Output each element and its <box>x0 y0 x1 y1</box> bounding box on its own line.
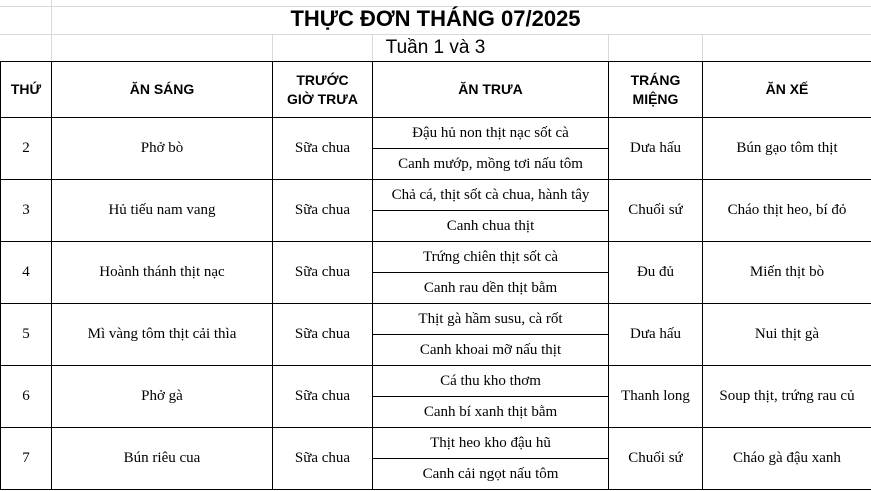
cell-thu: 2 <box>1 118 52 180</box>
cell-an-trua-soup: Canh rau dền thịt bằm <box>373 273 609 304</box>
menu-title: THỰC ĐƠN THÁNG 07/2025 <box>290 6 581 31</box>
cell-thu: 5 <box>1 304 52 366</box>
cell-an-trua-main: Thịt gà hầm susu, cà rốt <box>373 304 609 335</box>
cell-an-sang: Phở gà <box>52 366 273 428</box>
cell-truoc-gio-trua: Sữa chua <box>273 118 373 180</box>
table-row <box>1 180 871 211</box>
cell-an-sang: Phở bò <box>52 118 273 180</box>
table-row <box>1 428 871 459</box>
cell-an-xe: Miến thịt bò <box>703 242 871 304</box>
cell-an-trua-main: Chả cá, thịt sốt cà chua, hành tây <box>373 180 609 211</box>
table-row <box>1 242 871 273</box>
cell-an-trua-main: Cá thu kho thơm <box>373 366 609 397</box>
cell-an-trua-soup: Canh chua thịt <box>373 211 609 242</box>
header-trang-mieng-line2: MIỆNG <box>632 90 679 107</box>
cell-thu: 3 <box>1 180 52 242</box>
cell-thu: 6 <box>1 366 52 428</box>
cell-thu: 7 <box>1 428 52 490</box>
header-truoc-gio-trua <box>273 62 373 118</box>
cell-trang-mieng: Chuối sứ <box>609 428 703 490</box>
cell-an-sang: Hoành thánh thịt nạc <box>52 242 273 304</box>
menu-table <box>0 61 871 490</box>
header-trang-mieng <box>609 62 703 118</box>
header-truoc-gio-trua-line2: GIỜ TRƯA <box>287 90 358 107</box>
cell-an-sang: Bún riêu cua <box>52 428 273 490</box>
header-an-trua: ĂN TRƯA <box>373 62 609 118</box>
cell-an-xe: Soup thịt, trứng rau củ <box>703 366 871 428</box>
cell-an-sang: Hủ tiếu nam vang <box>52 180 273 242</box>
cell-truoc-gio-trua: Sữa chua <box>273 242 373 304</box>
cell-an-xe: Cháo gà đậu xanh <box>703 428 871 490</box>
header-row <box>1 62 871 118</box>
table-row <box>1 366 871 397</box>
cell-an-trua-soup: Canh cải ngọt nấu tôm <box>373 459 609 490</box>
cell-trang-mieng: Dưa hấu <box>609 304 703 366</box>
menu-subtitle: Tuần 1 và 3 <box>385 37 486 58</box>
cell-an-xe: Nui thịt gà <box>703 304 871 366</box>
table-row <box>1 118 871 149</box>
cell-thu: 4 <box>1 242 52 304</box>
cell-an-trua-main: Đậu hủ non thịt nạc sốt cà <box>373 118 609 149</box>
cell-an-xe: Cháo thịt heo, bí đỏ <box>703 180 871 242</box>
cell-an-trua-soup: Canh khoai mỡ nấu thịt <box>373 335 609 366</box>
header-thu: THỨ <box>1 62 52 118</box>
cell-trang-mieng: Đu đủ <box>609 242 703 304</box>
header-an-sang: ĂN SÁNG <box>52 62 273 118</box>
header-truoc-gio-trua-line1: TRƯỚC <box>296 71 349 88</box>
cell-truoc-gio-trua: Sữa chua <box>273 304 373 366</box>
cell-trang-mieng: Chuối sứ <box>609 180 703 242</box>
header-trang-mieng-line1: TRÁNG <box>630 71 681 88</box>
cell-trang-mieng: Dưa hấu <box>609 118 703 180</box>
cell-an-trua-soup: Canh bí xanh thịt bằm <box>373 397 609 428</box>
cell-an-trua-main: Trứng chiên thịt sốt cà <box>373 242 609 273</box>
table-row <box>1 304 871 335</box>
cell-trang-mieng: Thanh long <box>609 366 703 428</box>
cell-truoc-gio-trua: Sữa chua <box>273 428 373 490</box>
cell-an-sang: Mì vàng tôm thịt cải thìa <box>52 304 273 366</box>
cell-an-trua-main: Thịt heo kho đậu hũ <box>373 428 609 459</box>
cell-truoc-gio-trua: Sữa chua <box>273 366 373 428</box>
cell-truoc-gio-trua: Sữa chua <box>273 180 373 242</box>
header-an-xe: ĂN XẾ <box>703 62 871 118</box>
cell-an-trua-soup: Canh mướp, mồng tơi nấu tôm <box>373 149 609 180</box>
cell-an-xe: Bún gạo tôm thịt <box>703 118 871 180</box>
